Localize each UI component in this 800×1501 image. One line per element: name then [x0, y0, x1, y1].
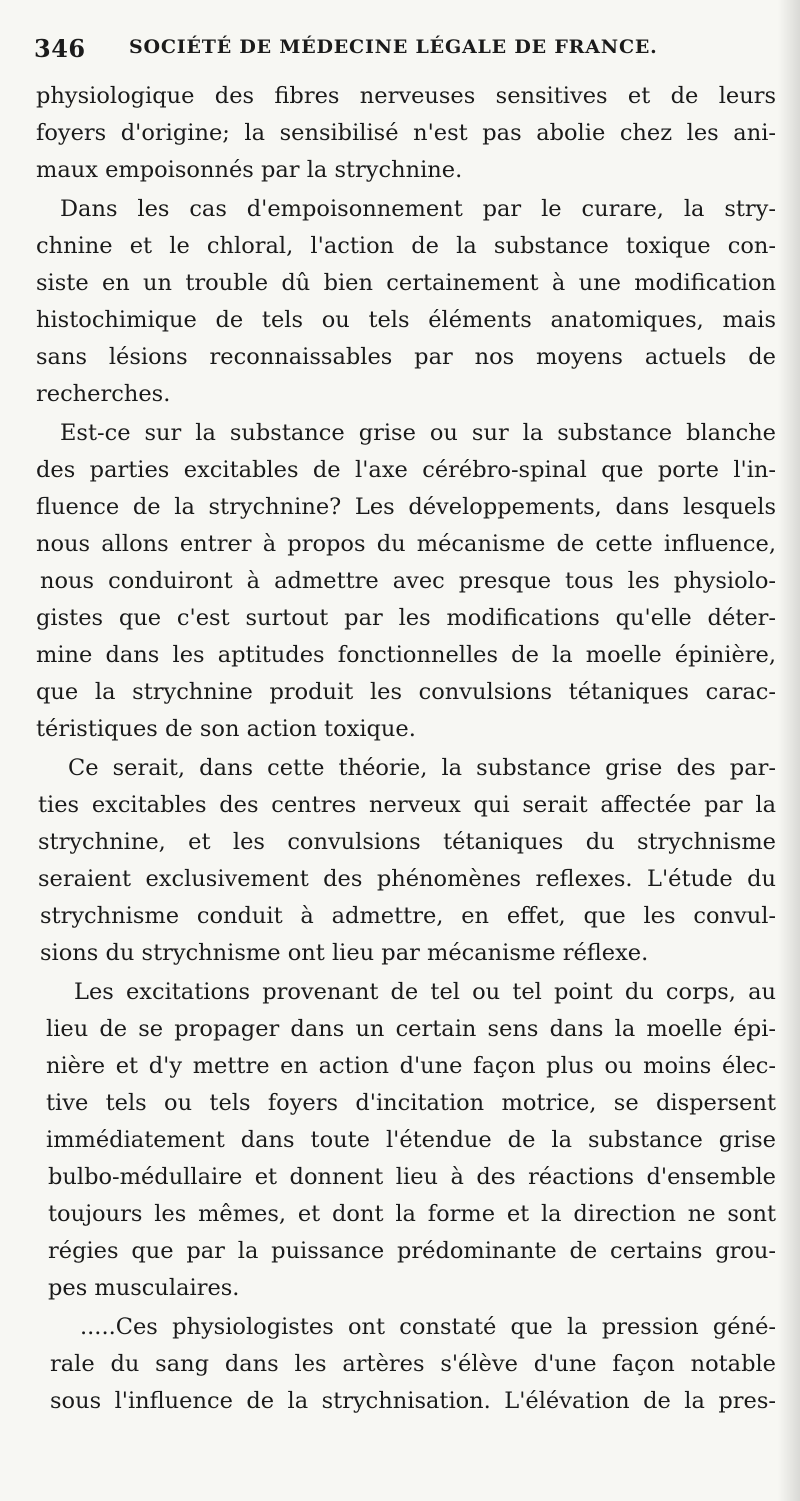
page-edge-shadow	[778, 0, 800, 1501]
text-line: sans lésions reconnaissables par nos moyens actuels de	[36, 344, 776, 370]
text-line: nière et d'y mettre en action d'une façon plus ou moins élec-	[46, 1053, 776, 1079]
text-line: gistes que c'est surtout par les modifications qu'elle déter-	[36, 605, 776, 631]
text-line: Ce serait, dans cette théorie, la substance grise des par-	[68, 755, 776, 781]
text-line: chnine et le chloral, l'action de la substance toxique con-	[36, 233, 776, 259]
text-line: Dans les cas d'empoisonnement par le curare, la stry-	[60, 196, 776, 222]
running-head: SOCIÉTÉ DE MÉDECINE LÉGALE DE FRANCE.	[129, 36, 658, 58]
text-line: histochimique de tels ou tels éléments anatomiques, mais	[36, 307, 776, 333]
text-line: téristiques de son action toxique.	[36, 716, 416, 742]
text-line: maux empoisonnés par la strychnine.	[36, 157, 463, 183]
text-line: que la strychnine produit les convulsions tétaniques carac-	[36, 679, 776, 705]
text-line: ties excitables des centres nerveux qui serait affectée par la	[38, 792, 776, 818]
text-line: toujours les mêmes, et dont la forme et la direction ne sont	[48, 1201, 776, 1227]
text-line: physiologique des fibres nerveuses sensitives et de leurs	[36, 83, 776, 109]
page-number: 346	[34, 34, 86, 63]
text-line: des parties excitables de l'axe cérébro-spinal que porte l'in-	[36, 457, 776, 483]
text-line: immédiatement dans toute l'étendue de la substance grise	[46, 1127, 776, 1153]
text-line: régies que par la puissance prédominante de certains grou-	[48, 1238, 776, 1264]
text-line: Est-ce sur la substance grise ou sur la substance blanche	[60, 420, 776, 446]
text-line: nous allons entrer à propos du mécanisme de cette influence,	[36, 531, 776, 557]
text-line: foyers d'origine; la sensibilisé n'est pas abolie chez les ani-	[36, 120, 776, 146]
text-line: tive tels ou tels foyers d'incitation motrice, se dispersent	[46, 1090, 776, 1116]
text-line: sous l'influence de la strychnisation. L'élévation de la pres-	[50, 1388, 776, 1414]
text-line: bulbo-médullaire et donnent lieu à des réactions d'ensemble	[48, 1164, 776, 1190]
text-line: .....Ces physiologistes ont constaté que la pression géné-	[80, 1314, 776, 1340]
text-line: sions du strychnisme ont lieu par mécanisme réflexe.	[40, 940, 649, 966]
text-line: strychnisme conduit à admettre, en effet, que les convul-	[40, 903, 776, 929]
text-line: Les excitations provenant de tel ou tel point du corps, au	[74, 979, 776, 1005]
text-line: siste en un trouble dû bien certainement à une modification	[36, 270, 776, 296]
text-line: fluence de la strychnine? Les développements, dans lesquels	[36, 494, 776, 520]
text-line: mine dans les aptitudes fonctionnelles de la moelle épinière,	[36, 642, 776, 668]
text-line: rale du sang dans les artères s'élève d'une façon notable	[50, 1351, 776, 1377]
text-line: recherches.	[36, 381, 171, 407]
page-header	[34, 30, 774, 66]
text-line: pes musculaires.	[48, 1275, 240, 1301]
text-line: seraient exclusivement des phénomènes reflexes. L'étude du	[38, 866, 776, 892]
text-line: strychnine, et les convulsions tétaniques du strychnisme	[38, 829, 776, 855]
text-line: nous conduiront à admettre avec presque tous les physiolo-	[40, 568, 776, 594]
text-line: lieu de se propager dans un certain sens dans la moelle épi-	[46, 1016, 776, 1042]
